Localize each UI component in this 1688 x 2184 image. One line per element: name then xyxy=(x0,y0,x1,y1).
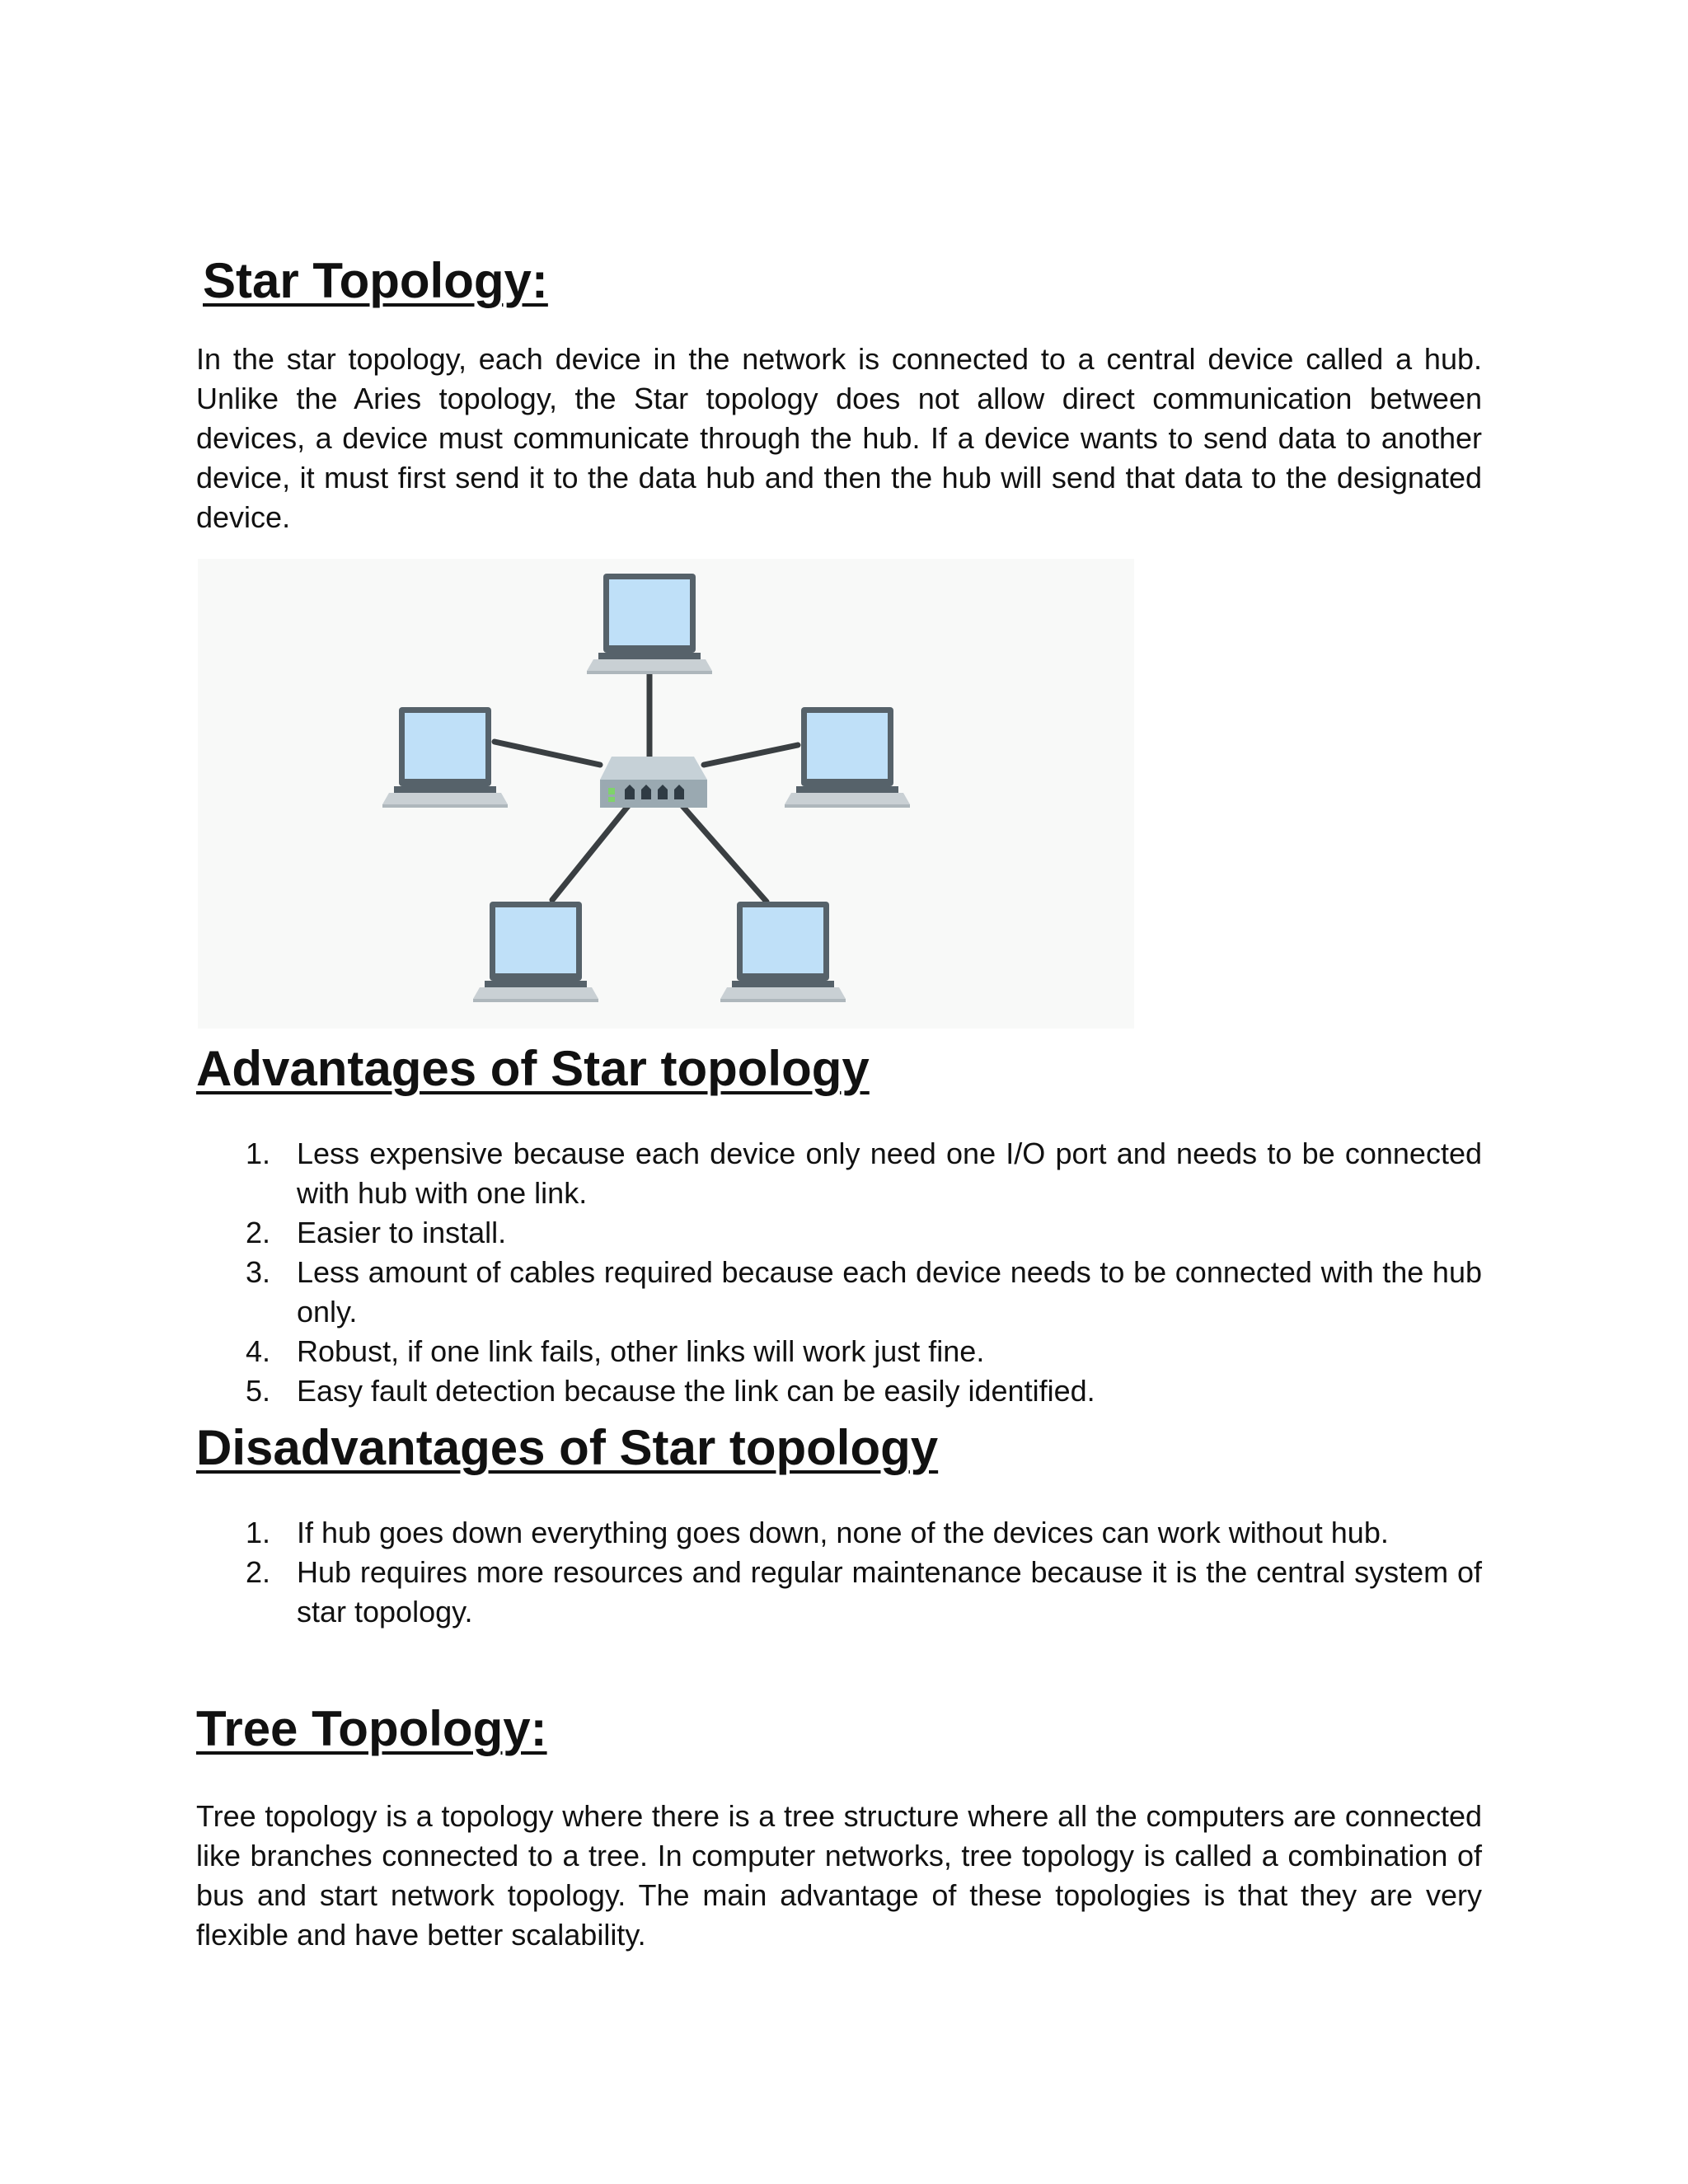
list-item xyxy=(196,1213,1482,1253)
cable-right xyxy=(704,745,798,765)
list-text: Easier to install. xyxy=(297,1216,507,1249)
list-number: 2. xyxy=(246,1216,271,1249)
list-number: 1. xyxy=(246,1137,271,1170)
list-item xyxy=(196,1371,1482,1411)
laptop-top-icon xyxy=(587,574,712,674)
tree-topology-paragraph: Tree topology is a topology where there is a tree structure where all the computers are connected like branches connected to a tree. In computer networks, tree topology is called a combination of bus and start network topology. The main advantage of these topologies is that they are very flexible and have better scalability. xyxy=(196,1799,1482,1952)
star-topology-paragraph: In the star topology, each device in the network is connected to a central device called a hub. Unlike the Aries topology, the Star topology does not allow direct communication between devices, a device must communicate through the hub. If a device wants to send data to another device, it must first send it to the data hub and then the hub will send that data to the designated device. xyxy=(196,342,1482,534)
star-topology-svg xyxy=(198,559,1134,1029)
list-text: If hub goes down everything goes down, none of the devices can work without hub. xyxy=(297,1516,1389,1549)
list-number: 2. xyxy=(246,1555,271,1589)
disadvantages-heading: Disadvantages of Star topology xyxy=(196,1420,939,1475)
laptop-right-icon xyxy=(785,707,910,808)
hub-icon xyxy=(600,757,707,808)
list-number: 1. xyxy=(246,1516,271,1549)
laptop-left-icon xyxy=(382,707,508,808)
tree-topology-heading: Tree Topology: xyxy=(196,1701,547,1756)
cable-bottom-right xyxy=(682,806,767,902)
list-text: Less expensive because each device only need one I/O port and needs to be connected with hub with one link. xyxy=(297,1137,1482,1210)
cable-bottom-left xyxy=(552,806,628,900)
list-text: Less amount of cables required because each device needs to be connected with the hub only. xyxy=(297,1255,1482,1329)
laptop-bottom-right-icon xyxy=(720,902,846,1002)
star-topology-diagram xyxy=(198,559,1134,1029)
list-text: Hub requires more resources and regular maintenance because it is the central system of star topology. xyxy=(297,1555,1482,1629)
list-item xyxy=(196,1332,1482,1371)
advantages-heading: Advantages of Star topology xyxy=(196,1041,870,1096)
list-number: 3. xyxy=(246,1255,271,1289)
list-item xyxy=(196,1553,1482,1632)
list-text: Robust, if one link fails, other links will work just fine. xyxy=(297,1334,985,1368)
laptop-bottom-left-icon xyxy=(473,902,598,1002)
list-text: Easy fault detection because the link can be easily identified. xyxy=(297,1374,1095,1408)
advantages-list xyxy=(196,1134,1482,1411)
list-number: 5. xyxy=(246,1374,271,1408)
star-topology-heading: Star Topology: xyxy=(203,253,548,308)
list-item xyxy=(196,1513,1482,1553)
list-item xyxy=(196,1134,1482,1213)
disadvantages-list xyxy=(196,1513,1482,1632)
list-number: 4. xyxy=(246,1334,271,1368)
cable-left xyxy=(495,742,600,765)
list-item xyxy=(196,1253,1482,1332)
